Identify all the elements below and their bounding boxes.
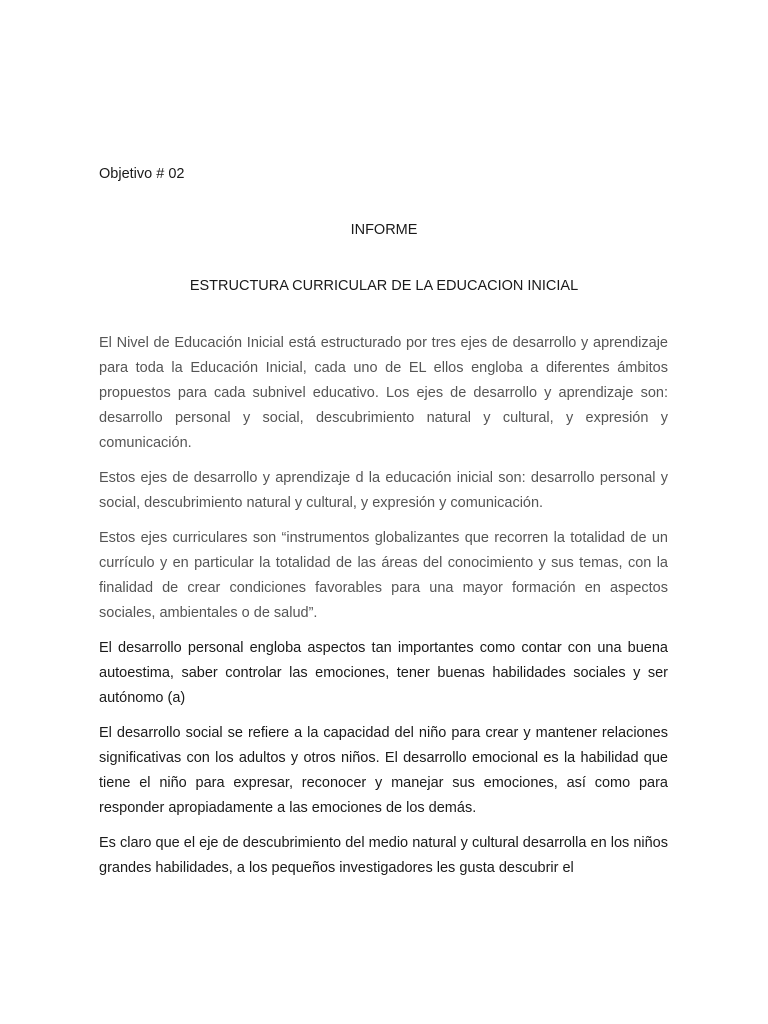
- paragraph-3: Estos ejes curriculares son “instrumentos globalizantes que recorren la totalidad de un currículo y en particular la totalidad de las áreas del conocimiento y sus temas, con la finalidad de crear condiciones favorables para una mayor formación en aspectos sociales, ambientales o de salud”.: [99, 530, 668, 621]
- paragraph-6: Es claro que el eje de descubrimiento del medio natural y cultural desarrolla en los niños grandes habilidades, a los pequeños investigadores les gusta descubrir el: [99, 835, 668, 876]
- paragraph-5: El desarrollo social se refiere a la capacidad del niño para crear y mantener relaciones significativas con los adultos y otros niños. El desarrollo emocional es la habilidad que tiene el niño para expresar, reconocer y manejar sus emociones, así como para responder apropiadamente a las emociones de los demás.: [99, 725, 668, 816]
- document-subheading: ESTRUCTURA CURRICULAR DE LA EDUCACION INICIAL: [189, 278, 579, 294]
- paragraph-4: El desarrollo personal engloba aspectos tan importantes como contar con una buena autoestima, saber controlar las emociones, tener buenas habilidades sociales y ser autónomo (a): [99, 640, 668, 706]
- paragraph-2: Estos ejes de desarrollo y aprendizaje d la educación inicial son: desarrollo personal y social, descubrimiento natural y cultural, y expresión y comunicación.: [99, 470, 668, 511]
- objective-label: Objetivo # 02: [99, 166, 185, 182]
- document-heading: INFORME: [350, 222, 418, 238]
- document-body: [99, 331, 668, 891]
- paragraph-1: El Nivel de Educación Inicial está estructurado por tres ejes de desarrollo y aprendizaje para toda la Educación Inicial, cada uno de EL ellos engloba a diferentes ámbitos propuestos para cada subnivel educativo. Los ejes de desarrollo y aprendizaje son: desarrollo personal y social, descubrimiento natural y cultural, y expresión y comunicación.: [99, 335, 668, 451]
